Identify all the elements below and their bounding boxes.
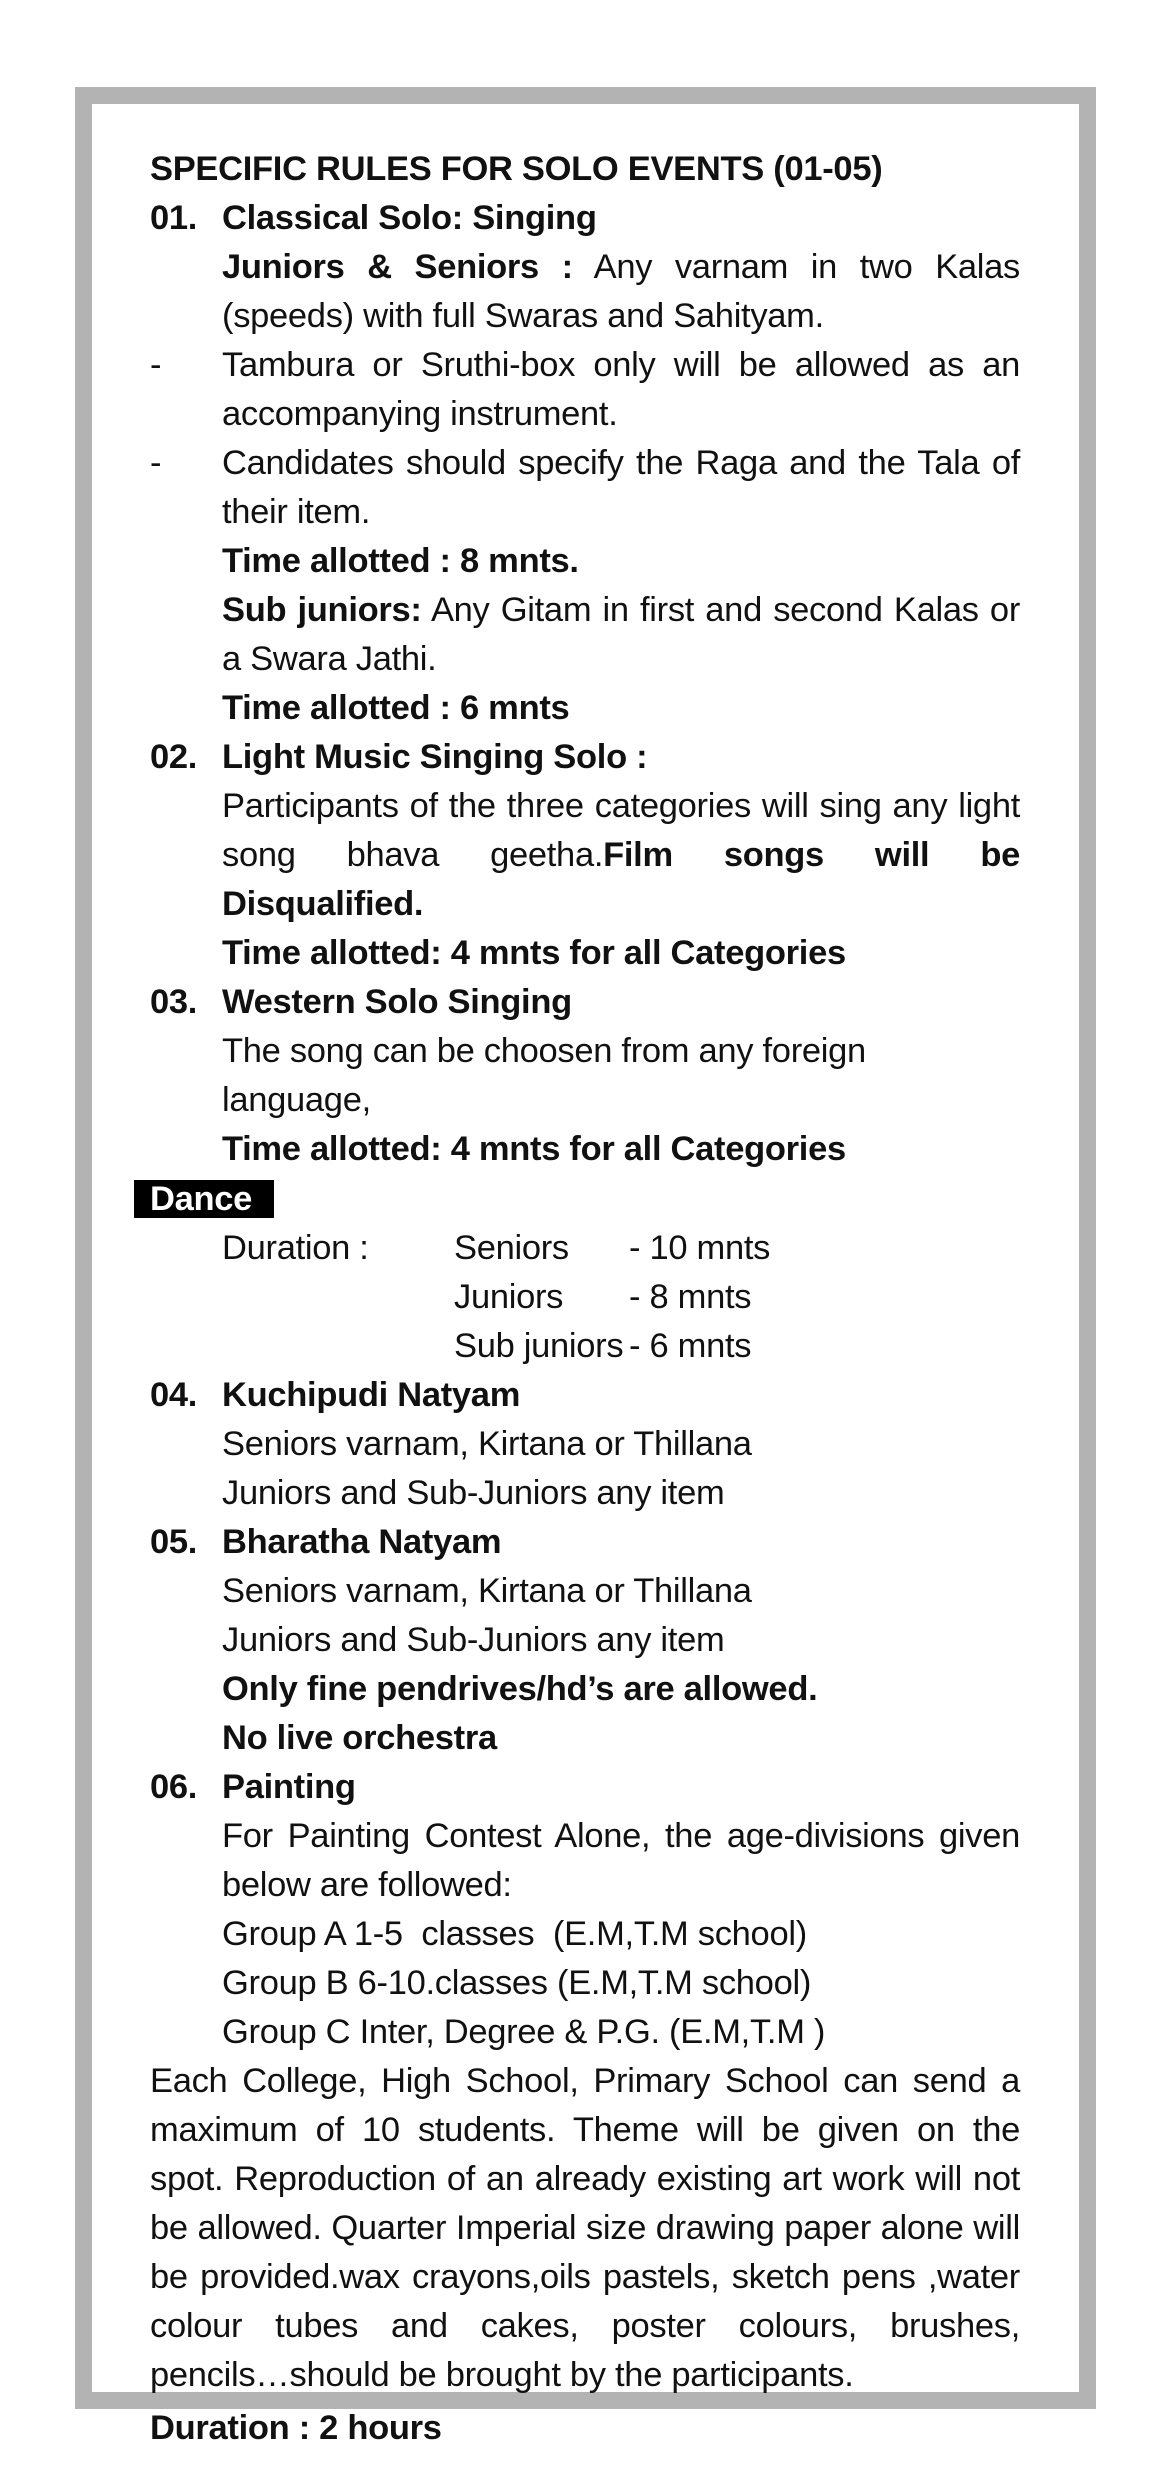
duration-value: - 10 mnts	[629, 1229, 771, 1267]
rule-title: Painting	[222, 1768, 356, 1806]
bullet-item	[150, 439, 1020, 537]
rule-painting	[150, 1763, 1020, 2057]
page-title: SPECIFIC RULES FOR SOLO EVENTS (01-05)	[150, 150, 883, 188]
juniors-seniors-rule	[222, 243, 1020, 341]
bullet-text: Candidates should specify the Raga and the Tala of their item.	[222, 444, 1020, 531]
classical-time-section	[150, 537, 1020, 733]
rule-title: Bharatha Natyam	[222, 1523, 502, 1561]
bullet-dash: -	[150, 346, 162, 384]
duration-value: - 6 mnts	[629, 1327, 752, 1365]
time-allotted: Time allotted : 8 mnts.	[222, 542, 579, 580]
disqualified-note: Film songs will be Disqualified.	[222, 836, 1020, 923]
bullet-dash: -	[150, 444, 162, 482]
rule-number: 03.	[150, 983, 198, 1021]
group-a: Group A 1-5 classes (E.M,T.M school)	[222, 1915, 807, 1953]
rule-number: 02.	[150, 738, 198, 776]
sub-juniors-text: Any Gitam in first and second Kalas or a Swara Jathi.	[222, 591, 1021, 678]
time-allotted: Time allotted : 6 mnts	[222, 689, 570, 727]
dance-duration-table	[150, 1224, 1020, 1371]
rule-classical-solo	[150, 194, 1020, 341]
duration-category: Seniors	[454, 1229, 569, 1267]
orchestra-note: No live orchestra	[222, 1719, 497, 1757]
bullet-item	[150, 341, 1020, 439]
rule-western-solo	[150, 978, 1020, 1174]
duration-category: Sub juniors	[454, 1327, 624, 1365]
rule-title: Kuchipudi Natyam	[222, 1376, 521, 1414]
painting-paragraph: Each College, High School, Primary School can send a maximum of 10 students. Theme will be given on the spot. Reproduction of an already existing art work will not be allowed. Quarter Imperial size drawing paper alone will be provided.wax crayons,oils pastels, sketch pens ,water colour tubes and cakes, poster colours, brushes, pencils…should be brought by the participants.	[150, 2062, 1020, 2394]
light-music-text: Participants of the three categories will sing any light song bhava geetha.	[222, 787, 1020, 874]
rule-kuchipudi	[150, 1371, 1020, 1518]
rule-light-music	[150, 733, 1020, 978]
group-c: Group C Inter, Degree & P.G. (E.M,T.M )	[222, 2013, 826, 2051]
time-allotted: Time allotted: 4 mnts for all Categories	[222, 934, 846, 972]
rule-text	[222, 782, 1020, 929]
dance-section-label: Dance	[134, 1180, 274, 1218]
sub-juniors-rule	[222, 586, 1020, 684]
rule-title: Western Solo Singing	[222, 983, 572, 1021]
rule-bharatha-natyam	[150, 1518, 1020, 1763]
sub-juniors-label: Sub juniors:	[222, 591, 422, 629]
duration-row	[222, 1273, 1020, 1322]
rule-number: 05.	[150, 1523, 198, 1561]
rule-title: Classical Solo: Singing	[222, 199, 597, 237]
rule-number: 01.	[150, 199, 198, 237]
rule-number: 04.	[150, 1376, 198, 1414]
time-allotted: Time allotted: 4 mnts for all Categories	[222, 1130, 846, 1168]
duration-label: Duration :	[222, 1229, 369, 1267]
duration-row	[222, 1322, 1020, 1371]
bullet-text: Tambura or Sruthi-box only will be allowed as an accompanying instrument.	[222, 346, 1020, 433]
duration-value: - 8 mnts	[629, 1278, 752, 1316]
rule-text: The song can be choosen from any foreign language,	[222, 1032, 866, 1119]
rule-text: Seniors varnam, Kirtana or Thillana	[222, 1572, 752, 1610]
rule-number: 06.	[150, 1768, 198, 1806]
rule-text: Seniors varnam, Kirtana or Thillana	[222, 1425, 752, 1463]
group-b: Group B 6-10.classes (E.M,T.M school)	[222, 1964, 812, 2002]
rules-content	[150, 145, 1020, 2453]
rule-text: Juniors and Sub-Juniors any item	[222, 1474, 725, 1512]
pendrive-note: Only fine pendrives/hd’s are allowed.	[222, 1670, 818, 1708]
juniors-seniors-label: Juniors & Seniors :	[222, 248, 573, 286]
rule-text: Juniors and Sub-Juniors any item	[222, 1621, 725, 1659]
juniors-seniors-text: Any varnam in two Kalas (speeds) with full Swaras and Sahityam.	[222, 248, 1020, 335]
duration-category: Juniors	[454, 1278, 564, 1316]
rule-title: Light Music Singing Solo :	[222, 738, 648, 776]
painting-intro: For Painting Contest Alone, the age-divisions given below are followed:	[222, 1817, 1020, 1904]
painting-duration: Duration : 2 hours	[150, 2409, 442, 2447]
duration-row	[222, 1224, 1020, 1273]
